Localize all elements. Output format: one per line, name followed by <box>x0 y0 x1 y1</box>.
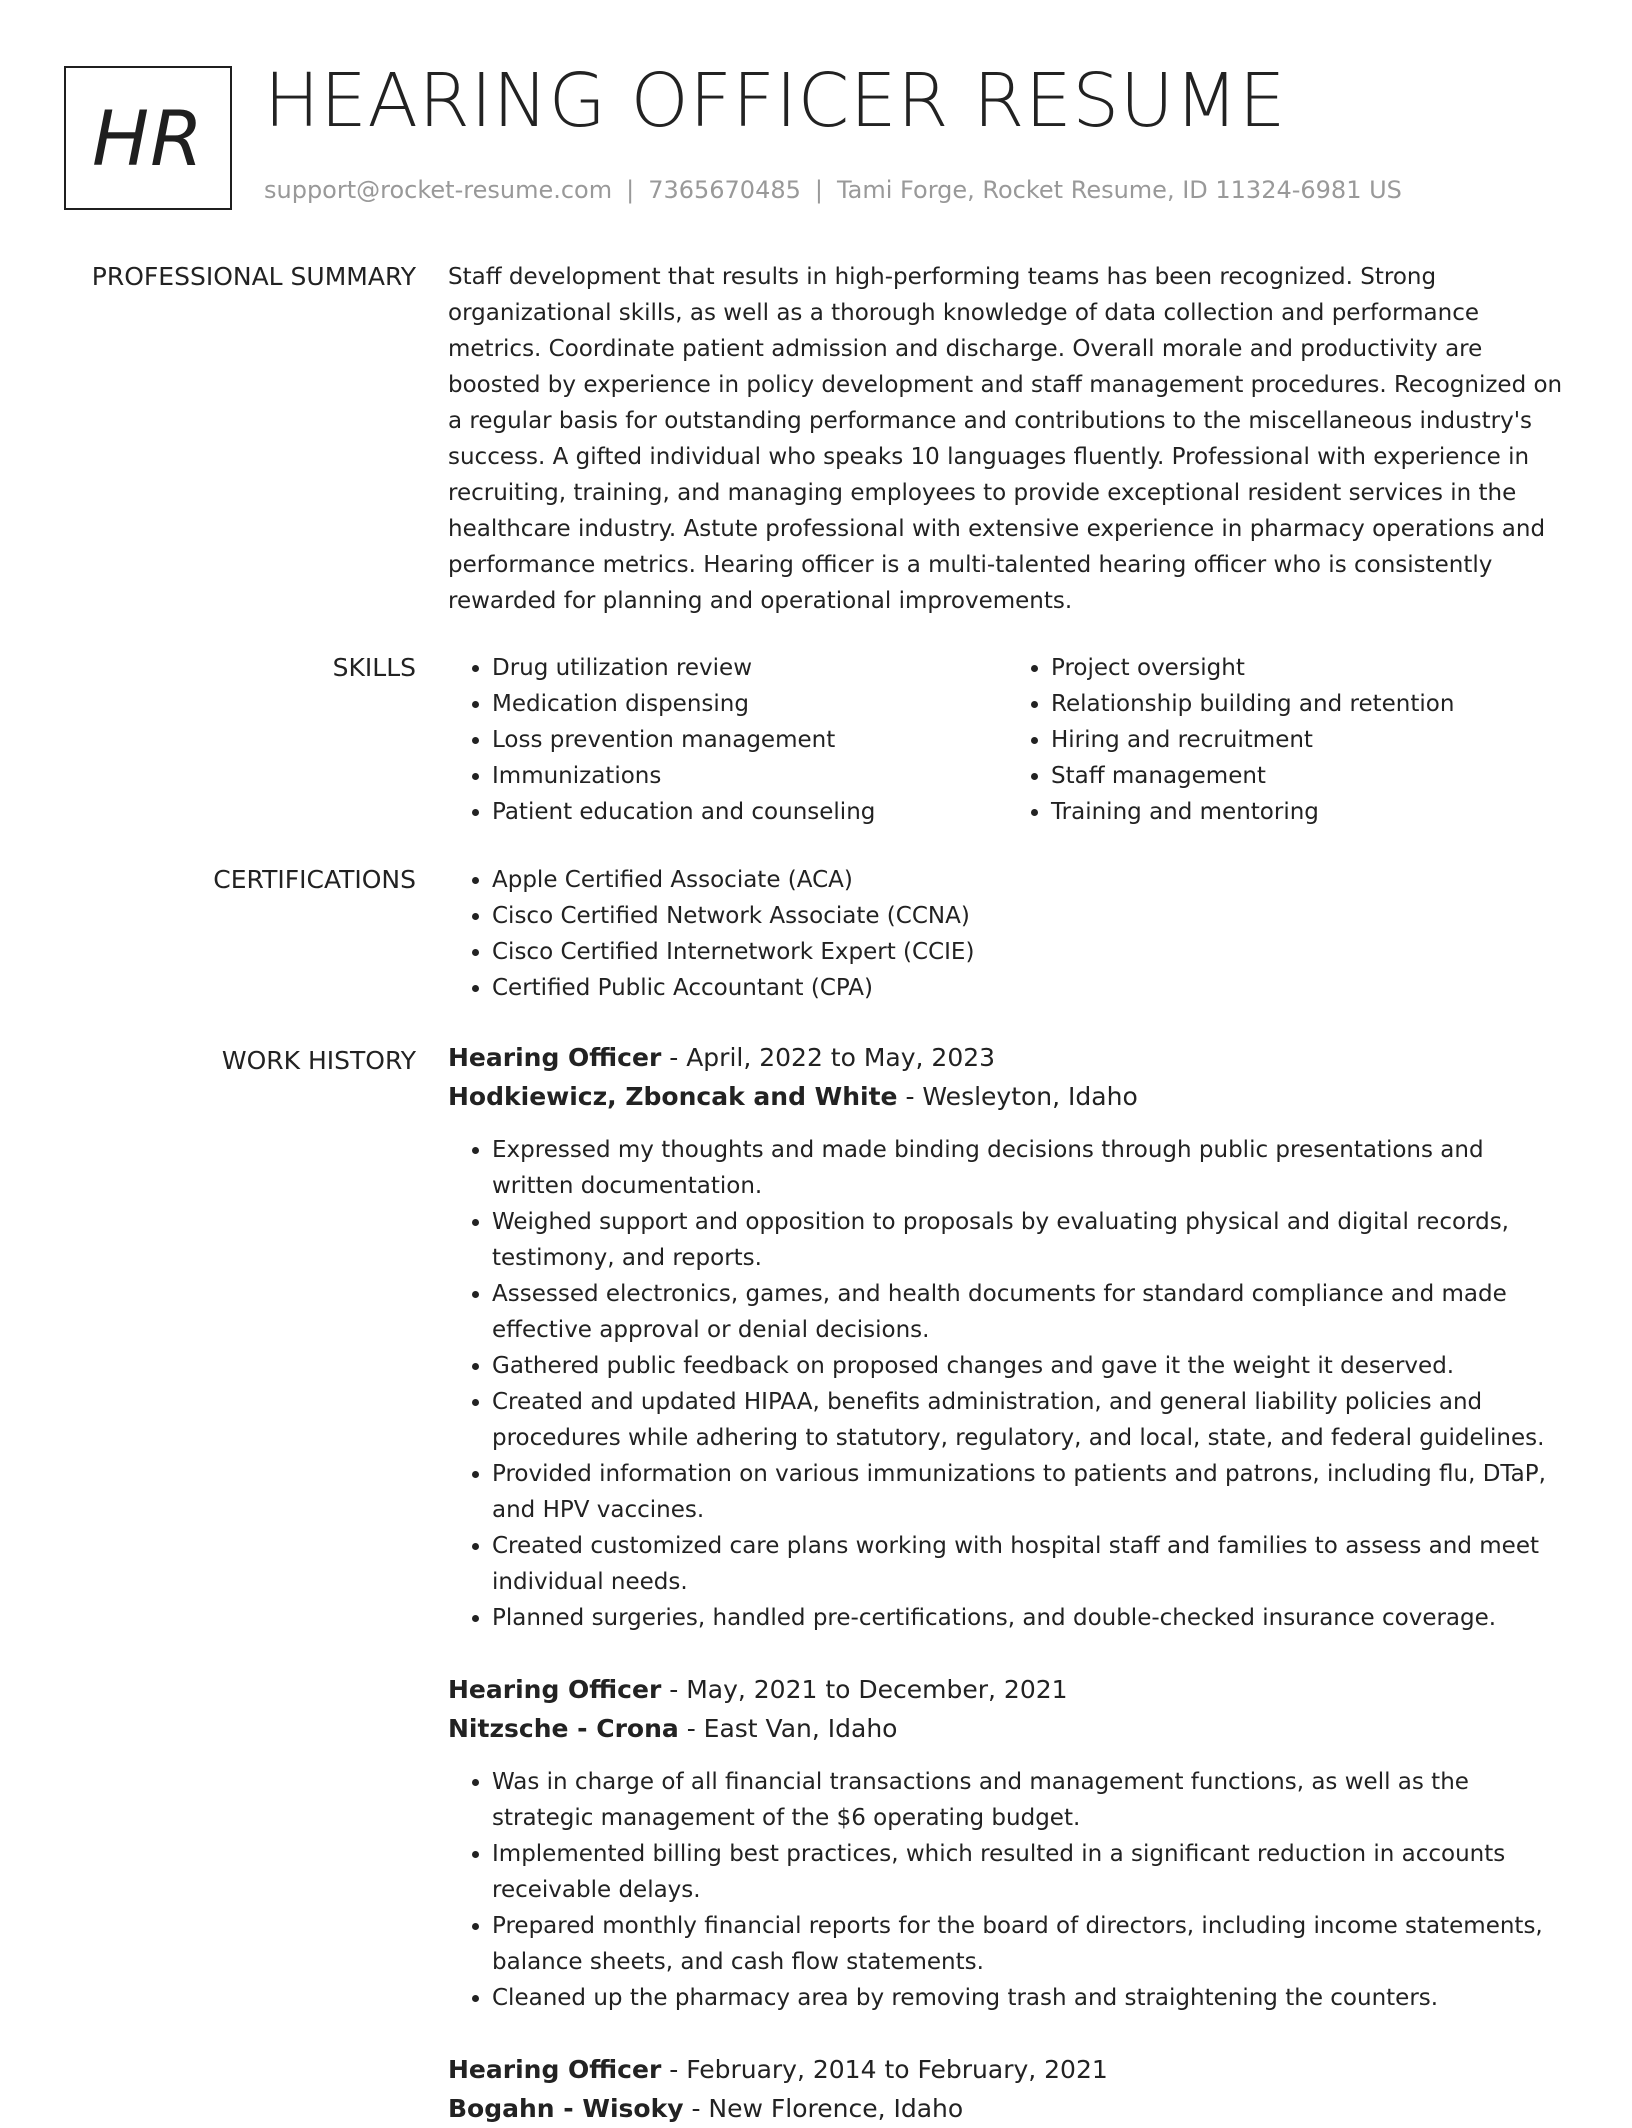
job-company-line <box>448 2090 1566 2128</box>
job-bullet: • Cleaned up the pharmacy area by removing trash and straightening the counters. <box>492 1980 1566 2016</box>
skill-item: • Training and mentoring <box>1051 794 1566 830</box>
job-company: Nitzsche - Crona <box>448 1714 679 1743</box>
job-title-line <box>448 1671 1566 1709</box>
certification-item: • Certified Public Accountant (CPA) <box>492 970 1566 1006</box>
contact-line <box>264 174 1402 206</box>
section-label-skills: SKILLS <box>332 653 416 682</box>
job-bullet: • Provided information on various immunizations to patients and patrons, including flu, DTaP, and HPV vaccines. <box>492 1456 1566 1528</box>
job-company: Bogahn - Wisoky <box>448 2094 684 2123</box>
skills-list-right <box>1007 650 1566 830</box>
skill-item: • Patient education and counseling <box>492 794 1007 830</box>
job-bullet: • Assessed electronics, games, and health documents for standard compliance and made effective approval or denial decisions. <box>492 1276 1566 1348</box>
job-bullets <box>448 1132 1566 1636</box>
job-bullet: • Gathered public feedback on proposed changes and gave it the weight it deserved. <box>492 1348 1566 1384</box>
skill-item: • Hiring and recruitment <box>1051 722 1566 758</box>
summary-text: Staff development that results in high-performing teams has been recognized. Strong organizational skills, as well as a thorough knowledge of data collection and performance metrics. Coordinate patient admission and discharge. Overall morale and productivity are boosted by experience in policy development and staff management procedures. Recognized on a regular basis for outstanding performance and contributions to the miscellaneous industry's success. A gifted individual who speaks 10 languages fluently. Professional with experience in recruiting, training, and managing employees to provide exceptional resident services in the healthcare industry. Astute professional with extensive experience in pharmacy operations and performance metrics. Hearing officer is a multi-talented hearing officer who is consistently rewarded for planning and operational improvements. <box>448 264 1563 614</box>
job-dates: - February, 2014 to February, 2021 <box>661 2055 1108 2084</box>
job-bullet: • Prepared monthly financial reports for the board of directors, including income statements, balance sheets, and cash flow statements. <box>492 1908 1566 1980</box>
certifications-list <box>448 862 1566 1006</box>
section-label-work-history: WORK HISTORY <box>221 1046 416 1075</box>
skill-item: • Loss prevention management <box>492 722 1007 758</box>
contact-separator: | <box>814 176 823 204</box>
job-entry <box>448 2051 1566 2128</box>
job-bullet: • Created customized care plans working with hospital staff and families to assess and meet individual needs. <box>492 1528 1566 1600</box>
skill-item: • Project oversight <box>1051 650 1566 686</box>
job-dates: - April, 2022 to May, 2023 <box>661 1043 996 1072</box>
certification-item: • Cisco Certified Internetwork Expert (CCIE) <box>492 934 1566 970</box>
job-title-line <box>448 2051 1566 2089</box>
job-entry <box>448 1671 1566 2016</box>
job-company-line <box>448 1710 1566 1748</box>
certifications-content <box>448 862 1566 1006</box>
job-bullet: • Planned surgeries, handled pre-certifications, and double-checked insurance coverage. <box>492 1600 1566 1636</box>
skill-item: • Staff management <box>1051 758 1566 794</box>
section-label-summary: PROFESSIONAL SUMMARY <box>91 262 416 291</box>
certification-item: • Cisco Certified Network Associate (CCNA) <box>492 898 1566 934</box>
job-dates: - May, 2021 to December, 2021 <box>661 1675 1068 1704</box>
contact-separator: | <box>626 176 635 204</box>
job-company-line <box>448 1078 1566 1116</box>
skill-item: • Medication dispensing <box>492 686 1007 722</box>
job-location: - Wesleyton, Idaho <box>897 1082 1138 1111</box>
skill-item: • Relationship building and retention <box>1051 686 1566 722</box>
section-label-certifications: CERTIFICATIONS <box>213 865 416 894</box>
job-title: Hearing Officer <box>448 1675 662 1704</box>
skill-item: • Drug utilization review <box>492 650 1007 686</box>
contact-email[interactable]: support@rocket-resume.com <box>264 176 613 204</box>
job-bullet: • Weighed support and opposition to proposals by evaluating physical and digital records, testimony, and reports. <box>492 1204 1566 1276</box>
job-bullets <box>448 1764 1566 2016</box>
job-bullet: • Created and updated HIPAA, benefits administration, and general liability policies and procedures while adhering to statutory, regulatory, and local, state, and federal guidelines. <box>492 1384 1566 1456</box>
job-title: Hearing Officer <box>448 1043 662 1072</box>
job-location: - New Florence, Idaho <box>683 2094 964 2123</box>
job-bullet: • Was in charge of all financial transactions and management functions, as well as the strategic management of the $6 operating budget. <box>492 1764 1566 1836</box>
skill-item: • Immunizations <box>492 758 1007 794</box>
summary-content <box>448 259 1566 619</box>
contact-address: Tami Forge, Rocket Resume, ID 11324-6981 US <box>836 176 1402 204</box>
job-title: Hearing Officer <box>448 2055 662 2084</box>
page-title: HEARING OFFICER RESUME <box>264 58 1286 144</box>
monogram-logo: HR <box>64 66 232 210</box>
skills-list-left <box>448 650 1007 830</box>
job-title-line <box>448 1039 1566 1077</box>
skills-columns <box>448 650 1566 830</box>
contact-phone[interactable]: 7365670485 <box>648 176 801 204</box>
job-entry <box>448 1039 1566 1636</box>
job-company: Hodkiewicz, Zboncak and White <box>448 1082 898 1111</box>
job-bullet: • Implemented billing best practices, which resulted in a significant reduction in accounts receivable delays. <box>492 1836 1566 1908</box>
job-bullet: • Expressed my thoughts and made binding decisions through public presentations and written documentation. <box>492 1132 1566 1204</box>
job-location: - East Van, Idaho <box>678 1714 898 1743</box>
certification-item: • Apple Certified Associate (ACA) <box>492 862 1566 898</box>
